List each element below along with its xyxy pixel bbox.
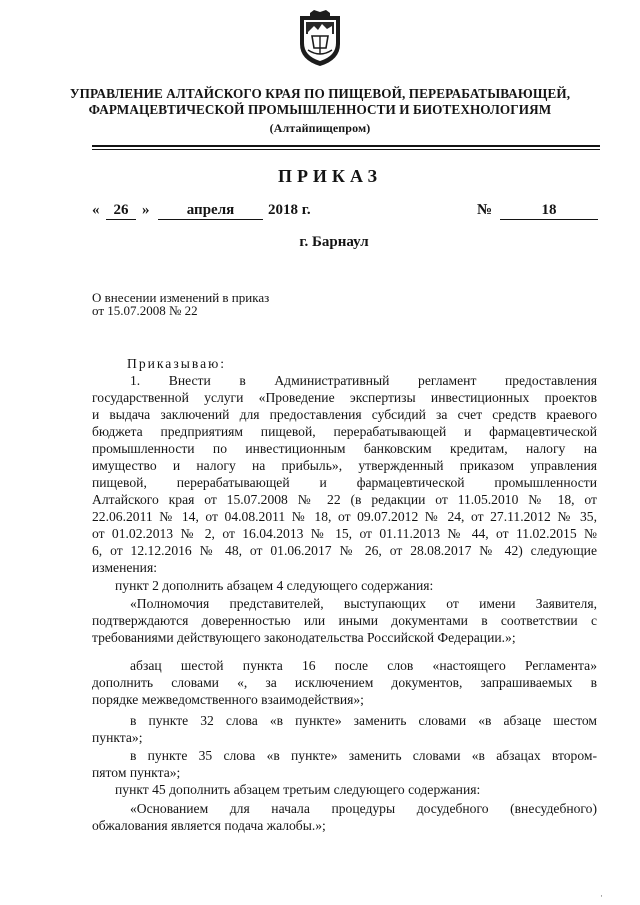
body-line: 6, от 12.12.2016 № 48, от 01.06.2017 № 26, от 28.08.2017 № 42) следующие bbox=[92, 543, 597, 558]
order-month-value: апреля bbox=[158, 201, 263, 220]
body-line: в пункте 35 слова «в пункте» заменить словами «в абзацах втором- bbox=[130, 748, 597, 763]
body-line: Алтайского края от 15.07.2008 № 22 (в редакции от 11.05.2010 № 18, от bbox=[92, 492, 597, 507]
body-line: дополнить словами «, за исключением документов, запрашиваемых в bbox=[92, 675, 597, 690]
body-line: изменения: bbox=[92, 560, 157, 575]
body-line: в пункте 32 слова «в пункте» заменить словами «в абзаце шестом bbox=[130, 713, 597, 728]
body-line: от 01.02.2013 № 2, от 16.04.2013 № 15, от 01.11.2013 № 44, от 11.02.2015 № bbox=[92, 526, 597, 541]
body-line: «Основанием для начала процедуры досудебного (внесудебного) bbox=[130, 801, 597, 816]
body-line: 22.06.2011 № 14, от 04.08.2011 № 18, от 09.07.2012 № 24, от 27.11.2012 № 35, bbox=[92, 509, 597, 524]
document-title: ПРИКАЗ bbox=[277, 166, 383, 186]
body-line: обжалования является подача жалобы.»; bbox=[92, 818, 326, 833]
body-line: пятом пункта»; bbox=[92, 765, 181, 780]
order-number bbox=[500, 199, 598, 221]
body-line: пункт 2 дополнить абзацем 4 следующего содержания: bbox=[115, 578, 434, 593]
body-line: государственной услуги «Проведение экспертизы инвестиционных проектов bbox=[92, 390, 597, 405]
order-day bbox=[106, 199, 136, 221]
header-divider-thin bbox=[92, 149, 600, 150]
organization-name-line-1: УПРАВЛЕНИЕ АЛТАЙСКОГО КРАЯ ПО ПИЩЕВОЙ, ПЕРЕРАБАТЫВАЮЩЕЙ, bbox=[69, 86, 571, 101]
body-line: и выдача заключений для предоставления субсидий за счет средств краевого bbox=[92, 407, 597, 422]
order-day-value: 26 bbox=[106, 201, 136, 220]
date-quote-open: « bbox=[92, 202, 100, 218]
subject-line-2: от 15.07.2008 № 22 bbox=[92, 303, 198, 318]
body-line: имущество и налогу на прибыль», утвержденный приказом управления bbox=[92, 458, 597, 473]
order-preamble: Приказываю: bbox=[127, 356, 227, 371]
city-name: г. Барнаул bbox=[299, 234, 369, 250]
body-line: «Полномочия представителей, выступающих от имени Заявителя, bbox=[130, 596, 597, 611]
body-line: бюджета предприятиям пищевой, перерабатывающей и фармацевтической bbox=[92, 424, 597, 439]
body-line: порядке межведомственного взаимодействия»; bbox=[92, 692, 364, 707]
body-line: промышленности по инвестиционным банковским кредитам, налогу на bbox=[92, 441, 597, 456]
body-line: требованиями действующего законодательства Российской Федерации.»; bbox=[92, 630, 516, 645]
organization-short-name: (Алтайпищепром) bbox=[269, 121, 371, 135]
header-divider-thick bbox=[92, 145, 600, 147]
body-line: 1. Внести в Административный регламент предоставления bbox=[130, 373, 597, 388]
coat-of-arms-emblem bbox=[296, 10, 344, 68]
subject-line-1: О внесении изменений в приказ bbox=[92, 290, 270, 305]
body-line: абзац шестой пункта 16 после слов «настоящего Регламента» bbox=[130, 658, 597, 673]
body-line: пищевой, перерабатывающей и фармацевтической промышленности bbox=[92, 475, 597, 490]
organization-name-line-2: ФАРМАЦЕВТИЧЕСКОЙ ПРОМЫШЛЕННОСТИ И БИОТЕХНОЛОГИЯМ bbox=[88, 102, 552, 117]
order-number-sign: № bbox=[477, 202, 493, 218]
date-quote-close: » bbox=[142, 202, 150, 218]
body-line: пункт 45 дополнить абзацем третьим следующего содержания: bbox=[115, 782, 481, 797]
order-month bbox=[158, 199, 263, 221]
body-line: подтверждаются доверенностью или иными документами в соответствии с bbox=[92, 613, 597, 628]
body-line: пункта»; bbox=[92, 730, 143, 745]
corner-tick-mark: · bbox=[600, 891, 603, 901]
order-year: 2018 г. bbox=[268, 202, 311, 218]
order-number-value: 18 bbox=[500, 201, 598, 220]
